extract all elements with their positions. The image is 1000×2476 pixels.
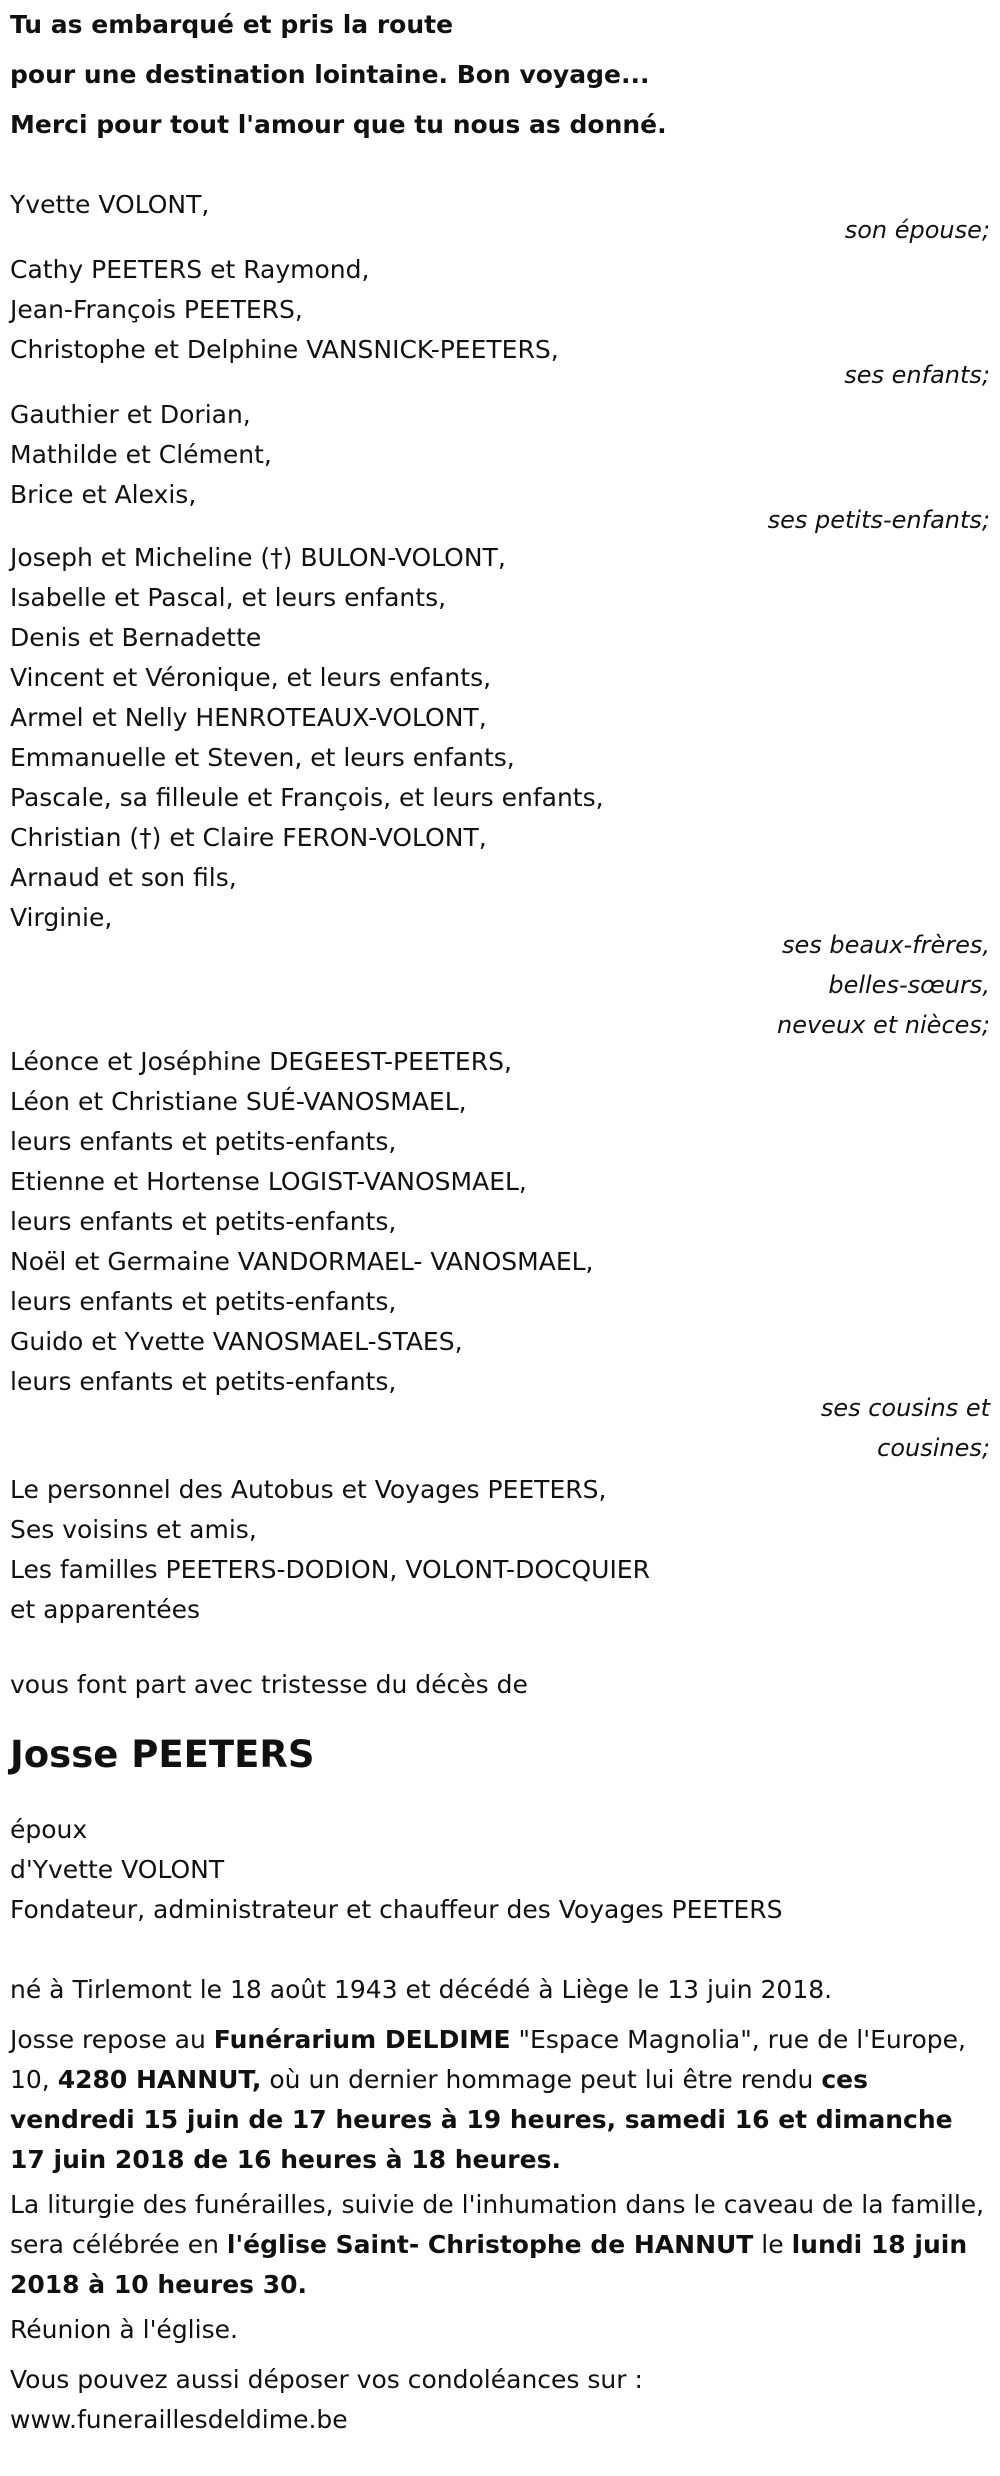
family-name: Joseph et Micheline (†) BULON-VOLONT, bbox=[10, 543, 506, 572]
family-name: leurs enfants et petits-enfants, bbox=[10, 1287, 397, 1316]
family-name: Denis et Bernadette bbox=[10, 623, 262, 652]
family-name: Les familles PEETERS-DODION, VOLONT-DOCQUIER bbox=[10, 1555, 650, 1584]
family-name: Pascale, sa filleule et François, et leurs enfants, bbox=[10, 783, 604, 812]
family-name: Mathilde et Clément, bbox=[10, 440, 272, 469]
family-name: Brice et Alexis, bbox=[10, 480, 197, 509]
family-name: Emmanuelle et Steven, et leurs enfants, bbox=[10, 743, 515, 772]
family-name: Arnaud et son fils, bbox=[10, 863, 237, 892]
family-name: leurs enfants et petits-enfants, bbox=[10, 1127, 397, 1156]
family-name: Jean-François PEETERS, bbox=[10, 295, 303, 324]
family-name: Vincent et Véronique, et leurs enfants, bbox=[10, 663, 492, 692]
family-name: leurs enfants et petits-enfants, bbox=[10, 1207, 397, 1236]
city-name: 4280 HANNUT, bbox=[57, 2065, 262, 2094]
visitation-times: ces vendredi 15 juin de 17 heures à 19 heures, samedi 16 et dimanche 17 juin 2018 de 16 heures à 18 heures. bbox=[10, 2065, 953, 2174]
poem-line: Tu as embarqué et pris la route bbox=[10, 10, 454, 39]
family-name: Guido et Yvette VANOSMAEL-STAES, bbox=[10, 1327, 463, 1356]
repose-text: Josse repose au bbox=[10, 2025, 214, 2054]
family-name: et apparentées bbox=[10, 1595, 201, 1624]
relation-label: son épouse; bbox=[844, 216, 990, 244]
family-name: Etienne et Hortense LOGIST-VANOSMAEL, bbox=[10, 1167, 527, 1196]
family-name: leurs enfants et petits-enfants, bbox=[10, 1367, 397, 1396]
family-name: Virginie, bbox=[10, 903, 113, 932]
family-name: Armel et Nelly HENROTEAUX-VOLONT, bbox=[10, 703, 487, 732]
relation-label: neveux et nièces; bbox=[777, 1011, 990, 1039]
announcement-text: vous font part avec tristesse du décès de bbox=[10, 1670, 528, 1699]
liturgy-text: La liturgie des funérailles, suivie de l'inhumation dans le caveau de la famille, sera célébrée en bbox=[10, 2190, 985, 2259]
liturgy-paragraph bbox=[10, 2185, 985, 2305]
family-name: Noël et Germaine VANDORMAEL- VANOSMAEL, bbox=[10, 1247, 594, 1276]
relation-label: ses cousins et bbox=[820, 1394, 990, 1422]
ceremony-date: lundi 18 juin 2018 à 10 heures 30. bbox=[10, 2230, 968, 2299]
deceased-name: Josse PEETERS bbox=[10, 1733, 315, 1776]
relation-label: ses petits-enfants; bbox=[767, 506, 990, 534]
condolences-text: Vous pouvez aussi déposer vos condoléances sur : bbox=[10, 2365, 643, 2394]
repose-paragraph bbox=[10, 2020, 985, 2180]
liturgy-text: le bbox=[753, 2230, 792, 2259]
family-name: Léon et Christiane SUÉ-VANOSMAEL, bbox=[10, 1087, 467, 1116]
family-name: Ses voisins et amis, bbox=[10, 1515, 257, 1544]
detail-line: d'Yvette VOLONT bbox=[10, 1855, 225, 1884]
family-name: Yvette VOLONT, bbox=[10, 190, 210, 219]
family-name: Gauthier et Dorian, bbox=[10, 400, 251, 429]
poem-line: Merci pour tout l'amour que tu nous as donné. bbox=[10, 110, 667, 139]
detail-line: époux bbox=[10, 1815, 88, 1844]
poem-line: pour une destination lointaine. Bon voyage... bbox=[10, 60, 650, 89]
website-link[interactable]: www.funeraillesdeldime.be bbox=[10, 2405, 348, 2434]
relation-label: belles-sœurs, bbox=[828, 971, 990, 999]
reunion-text: Réunion à l'église. bbox=[10, 2315, 238, 2344]
birth-death-line: né à Tirlemont le 18 août 1943 et décédé à Liège le 13 juin 2018. bbox=[10, 1975, 833, 2004]
relation-label: ses enfants; bbox=[844, 361, 990, 389]
church-name: l'église Saint- Christophe de HANNUT bbox=[226, 2230, 754, 2259]
family-name: Léonce et Joséphine DEGEEST-PEETERS, bbox=[10, 1047, 512, 1076]
relation-label: ses beaux-frères, bbox=[781, 931, 990, 959]
family-name: Christophe et Delphine VANSNICK-PEETERS, bbox=[10, 335, 559, 364]
family-name: Isabelle et Pascal, et leurs enfants, bbox=[10, 583, 447, 612]
relation-label: cousines; bbox=[877, 1434, 990, 1462]
family-name: Cathy PEETERS et Raymond, bbox=[10, 255, 370, 284]
detail-line: Fondateur, administrateur et chauffeur des Voyages PEETERS bbox=[10, 1895, 783, 1924]
repose-text: où un dernier hommage peut lui être rendu bbox=[261, 2065, 822, 2094]
family-name: Christian (†) et Claire FERON-VOLONT, bbox=[10, 823, 487, 852]
family-name: Le personnel des Autobus et Voyages PEETERS, bbox=[10, 1475, 607, 1504]
funeral-home-name: Funérarium DELDIME bbox=[213, 2025, 511, 2054]
repose-text: "Espace Magnolia", rue de l'Europe, 10, bbox=[10, 2025, 966, 2094]
